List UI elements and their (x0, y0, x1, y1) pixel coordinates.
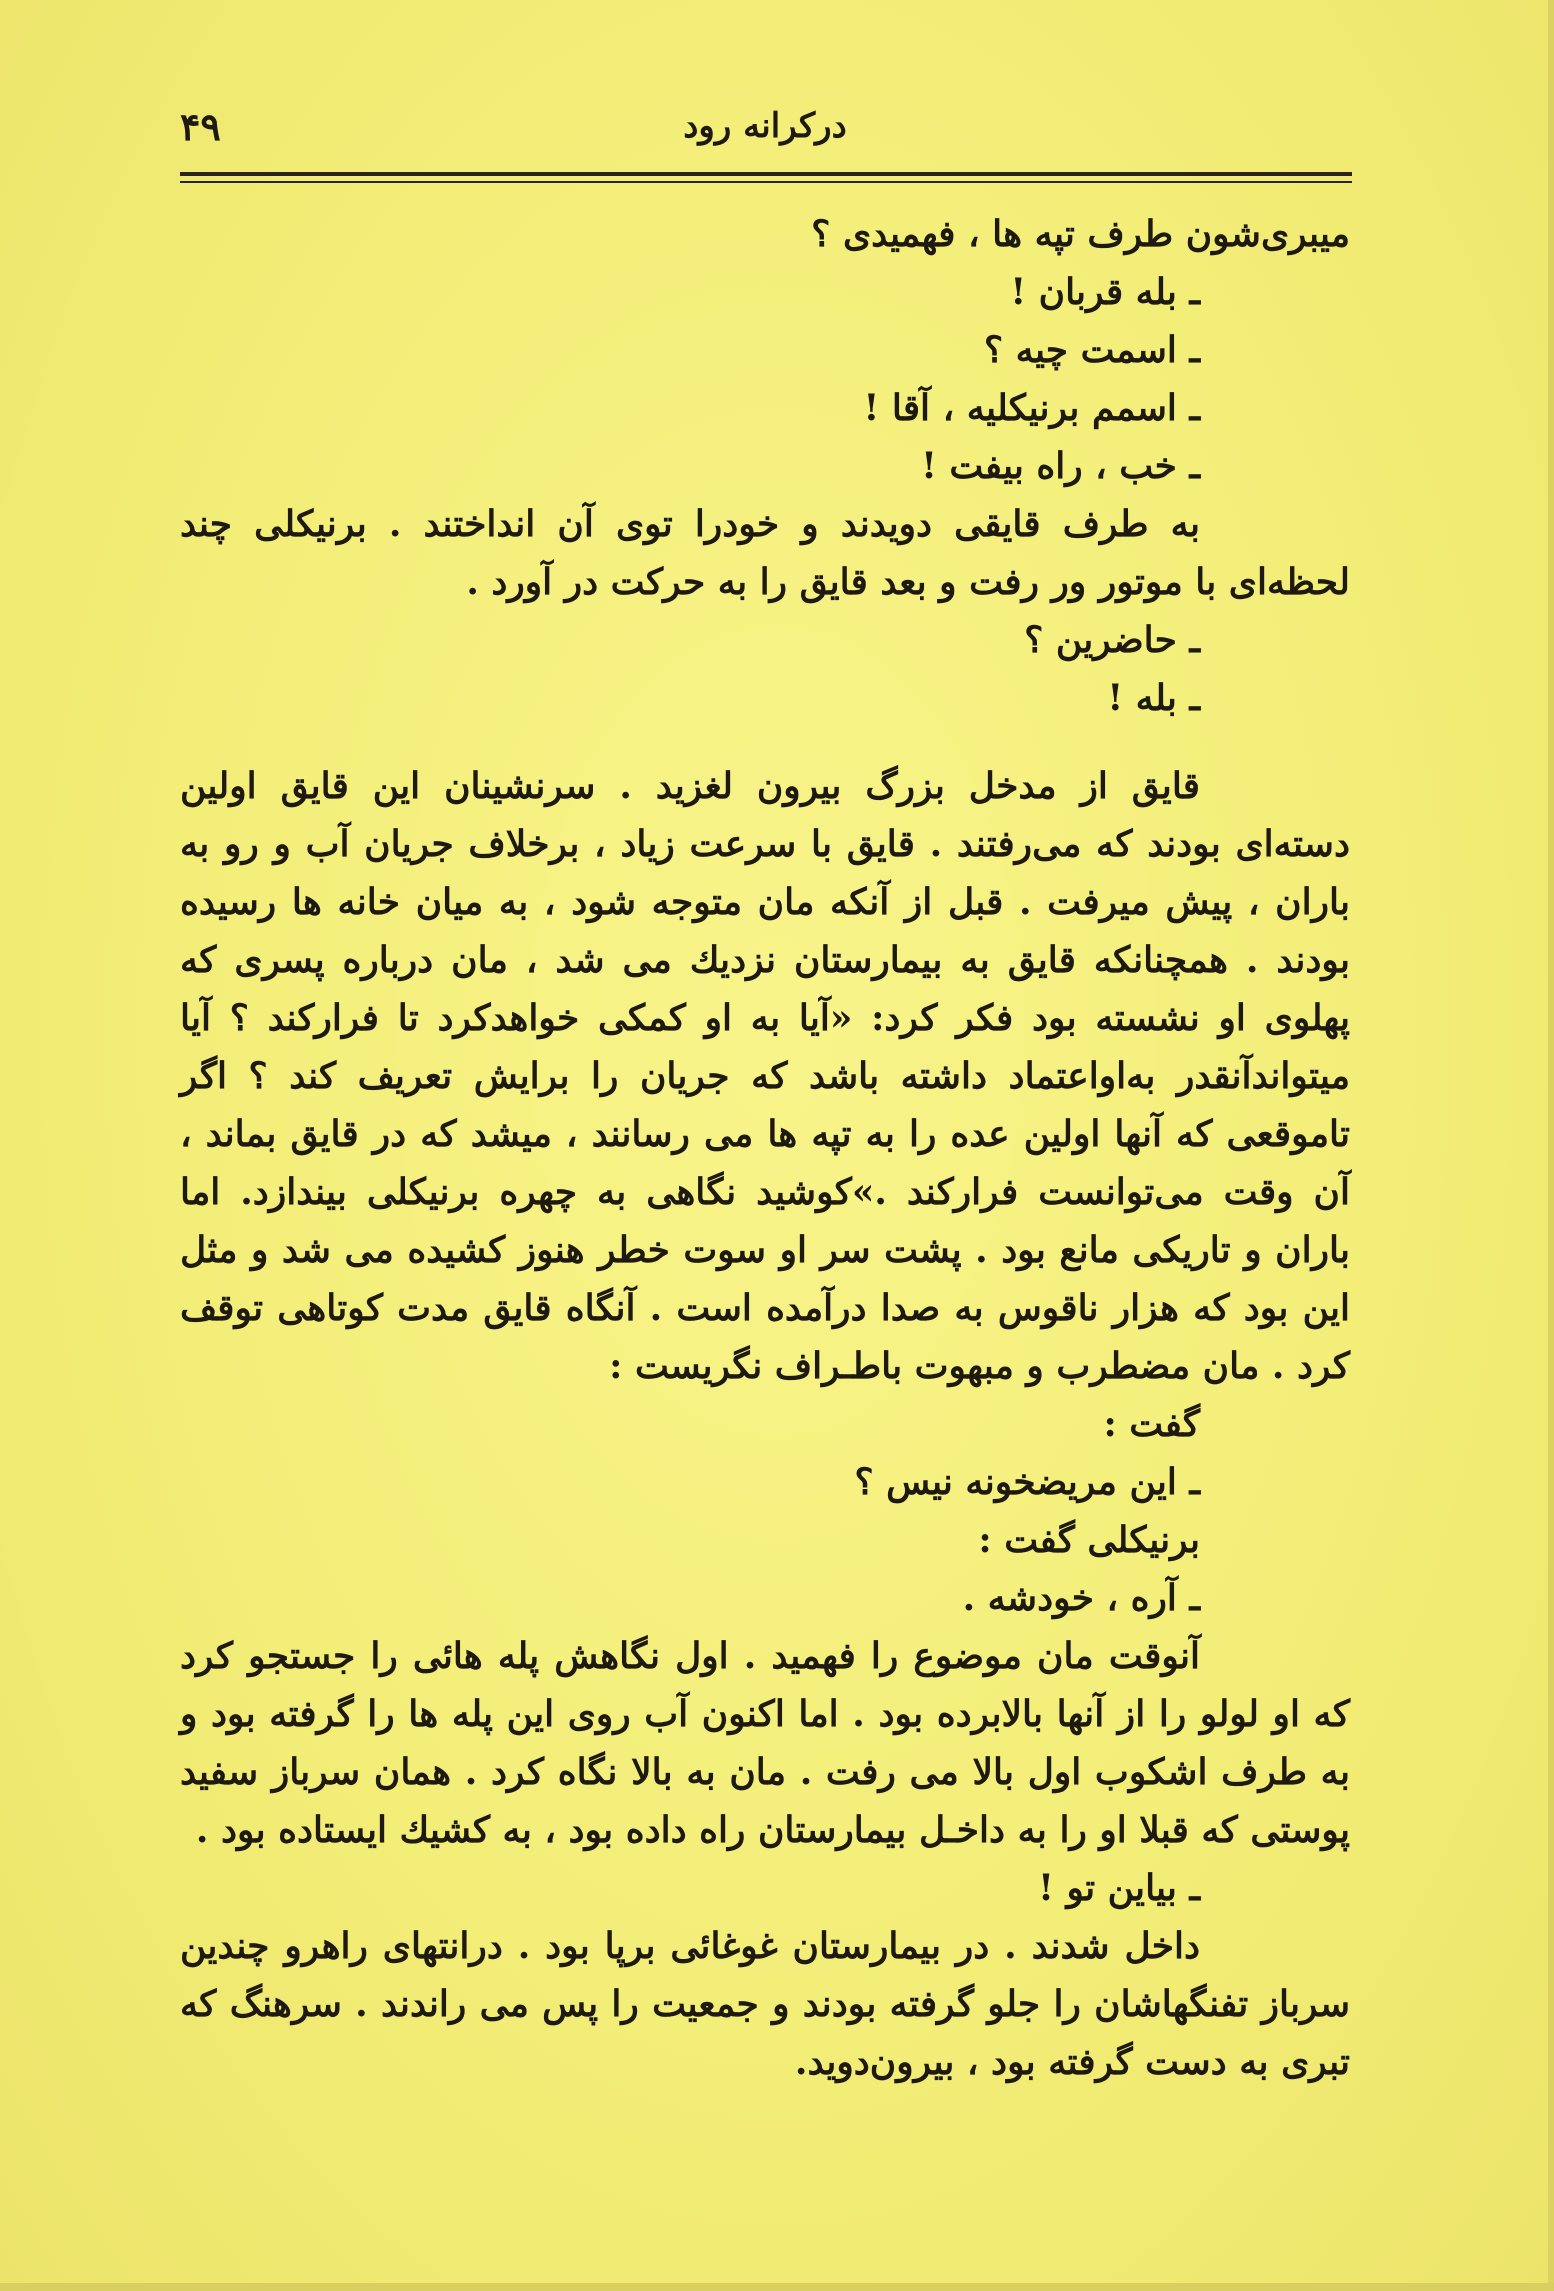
dialogue-line: ـ اسمت چیه ؟ (984, 329, 1200, 371)
paragraph-gap (180, 727, 1350, 757)
header-rule (180, 172, 1352, 176)
running-title: درکرانه رود (683, 106, 847, 146)
page-header (180, 100, 1350, 160)
dialogue-line: ـ خب ، راه بیفت ! (921, 445, 1200, 487)
dialogue-line: ـ بله قربان ! (1010, 271, 1200, 313)
header-rule-thin (180, 181, 1352, 183)
page-number: ۴۹ (180, 104, 221, 149)
dialogue-line: ـ بله ! (1107, 677, 1200, 719)
paragraph: قایق از مدخل بزرگ بیرون لغزید . سرنشینان این قایق اولین دسته‌ای بودند که می‌رفتند . قایق با سرعت زیاد ، برخلاف جریان آب و رو به باران ، پیش میرفت . قبل از آنکه مان متوجه شود ، به میان خانه ها رسیده بودند . همچنانکه قایق به بیمارستان نزدیك می شد ، مان درباره پسری که پهلوی او نشسته بود فکر کرد: «آیا به او کمکی خواهدکرد تا فرارکند ؟ آیا میتواندآنقدر به‌اواعتماد داشته باشد که جریان را برایش تعریف کند ؟ اگر تاموقعی که آنها اولین عده را به تپه ها می رسانند ، میشد که در قایق بماند ، آن وقت می‌توانست فرارکند .»کوشید نگاهی به چهره برنیکلی بیندازد. اما باران و تاریکی مانع بود . پشت سر او سوت خطر هنوز کشیده می شد و مثل این بود که هزار ناقوس به صدا درآمده است . آنگاه قایق مدت کوتاهی توقف کرد . مان مضطرب و مبهوت باطـراف نگریست : (180, 765, 1350, 1387)
paragraph: آنوقت مان موضوع را فهمید . اول نگاهش پله هائی را جستجو کرد که او لولو را از آنها بالابرده بود . اما اکنون آب روی این پله ها را گرفته بود و به طرف اشکوب اول بالا می رفت . مان به بالا نگاه کرد . همان سرباز سفید پوستی که قبلا او را به داخـل بیمارستان راه داده بود ، به کشیك ایستاده بود . (180, 1635, 1350, 1851)
page-edge-right (1548, 0, 1554, 2291)
dialogue-line: ـ بیاین تو ! (1038, 1867, 1200, 1909)
page-edge-bottom (0, 2283, 1554, 2291)
dialogue-line: ـ حاضرین ؟ (1024, 619, 1200, 661)
dialogue-line: ـ این مریضخونه نیس ؟ (854, 1461, 1200, 1503)
paragraph: میبری‌شون طرف تپه ها ، فهمیدی ؟ (811, 213, 1350, 255)
dialogue-line: گفت : (1103, 1403, 1200, 1445)
paragraph: داخل شدند . در بیمارستان غوغائی برپا بود . درانتهای راهرو چندین سرباز تفنگهاشان را جلو گرفته بودند و جمعیت را پس می راندند . سرهنگ که تبری به دست گرفته بود ، بیرون‌دوید. (180, 1925, 1350, 2083)
paragraph: به طرف قایقی دویدند و خودرا توی آن انداختند . برنیکلی چند لحظه‌ای با موتور ور رفت و بعد قایق را به حرکت در آورد . (180, 503, 1350, 603)
body-text (180, 205, 1350, 2091)
dialogue-line: ـ اسمم برنیکلیه ، آقا ! (863, 387, 1200, 429)
dialogue-line: ـ آره ، خودشه . (962, 1577, 1200, 1619)
dialogue-line: برنیکلی گفت : (978, 1519, 1200, 1561)
